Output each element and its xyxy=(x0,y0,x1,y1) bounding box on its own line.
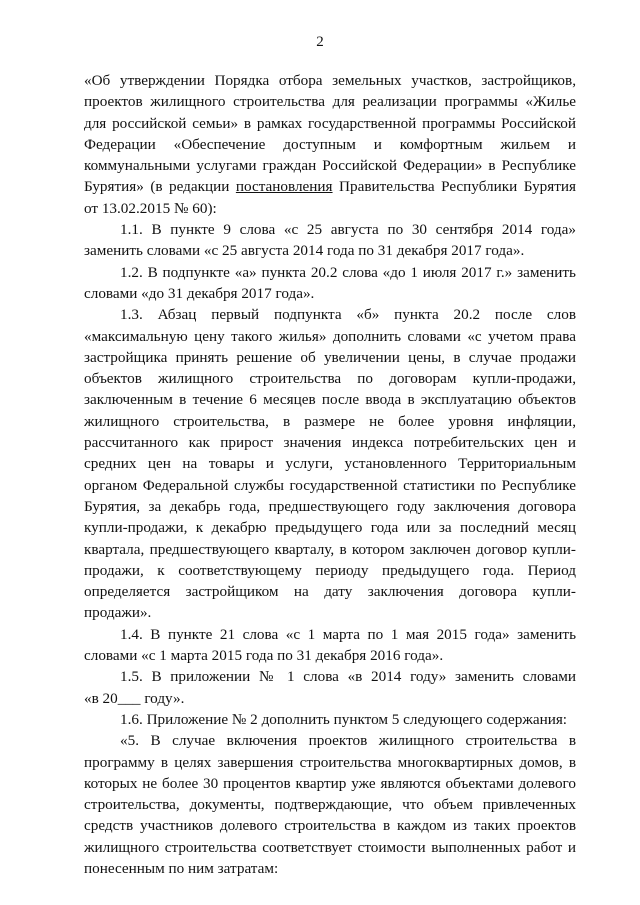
text-line: проектов жилищного строительства для реализации программы «Жилье xyxy=(84,93,576,111)
text-line: от 13.02.2015 № 60): xyxy=(84,199,217,217)
text-line: заменить словами «с 25 августа 2014 года по 31 декабря 2017 года». xyxy=(84,242,525,260)
text-line: 1.4. В пункте 21 слова «с 1 марта по 1 мая 2015 года» заменить xyxy=(120,625,576,643)
text-line: программу в целях завершения строительства многоквартирных домов, в xyxy=(84,753,576,771)
text-line: 1.5. В приложении № 1 слова «в 2014 году» заменить словами xyxy=(120,668,576,686)
text-line: строительства, документы, подтверждающие, что объем привлеченных xyxy=(84,796,576,814)
text-line: 1.1. В пункте 9 слова «с 25 августа по 30 сентября 2014 года» xyxy=(120,221,576,239)
text-line: Федерации «Обеспечение доступным и комфортным жильем и xyxy=(84,135,576,153)
text-line: средних цен на товары и услуги, установленного Территориальным xyxy=(84,455,576,473)
text-line: органом Федеральной службы государственной статистики по Республике xyxy=(84,476,576,494)
text-line: «5. В случае включения проектов жилищного строительства в xyxy=(120,732,576,750)
underlined-link-text: постановления xyxy=(235,178,333,196)
text-line: которых не более 30 процентов квартир уже являются объектами долевого xyxy=(84,774,576,792)
text-line: словами «с 1 марта 2015 года по 31 декабря 2016 года». xyxy=(84,647,444,665)
text-line: рассчитанного как прирост значения индекса потребительских цен и xyxy=(84,434,576,452)
text-line: жилищного строительства, в размере не более уровня инфляции, xyxy=(84,412,576,430)
text-line: коммунальными услугами граждан Российской Федерации» в Республике xyxy=(84,157,576,175)
text-line: квартала, предшествующего кварталу, в котором заключен договор купли- xyxy=(84,540,576,558)
text-line: понесенным по ним затратам: xyxy=(84,859,279,877)
page-number: 2 xyxy=(316,34,324,50)
text-line: продажи, к соответствующему периоду предыдущего года. Период xyxy=(84,561,576,579)
text-line: определяется застройщиком на дату заключения договора купли- xyxy=(84,583,576,601)
text-line: жилищного строительства соответствует стоимости выполненных работ и xyxy=(84,838,576,856)
text-line: «максимальную цену такого жилья» дополнить словами «с учетом права xyxy=(84,327,576,345)
text-line: застройщика принять решение об увеличении цены, в случае продажи xyxy=(84,348,576,366)
text-line: купли-продажи, к декабрю предыдущего года или за последний месяц xyxy=(84,519,576,537)
text-line: заключенным в течение 6 месяцев после ввода в эксплуатацию объектов xyxy=(84,391,576,409)
text-line: «Об утверждении Порядка отбора земельных участков, застройщиков, xyxy=(84,72,576,89)
text-line: средств участников долевого строительства в каждом из таких проектов xyxy=(84,817,576,835)
text-line: продажи». xyxy=(84,604,152,622)
document-body xyxy=(84,70,576,879)
text-line: «в 20___ году». xyxy=(84,689,185,707)
text-line: 1.6. Приложение № 2 дополнить пунктом 5 следующего содержания: xyxy=(120,710,568,728)
text-line: Бурятия, за декабрь года, предшествующего году заключения договора xyxy=(84,497,576,515)
text-line: 1.3. Абзац первый подпункта «б» пункта 20.2 после слов xyxy=(120,306,576,324)
text-line: 1.2. В подпункте «а» пункта 20.2 слова «до 1 июля 2017 г.» заменить xyxy=(120,263,576,281)
text-line: для российской семьи» в рамках государственной программы Российской xyxy=(84,114,576,132)
text-line: Бурятия» (в редакции постановления Правительства Республики Бурятия xyxy=(84,178,576,196)
text-line: словами «до 31 декабря 2017 года». xyxy=(84,284,315,302)
text-line: объектов жилищного строительства по договорам купли-продажи, xyxy=(84,370,576,388)
